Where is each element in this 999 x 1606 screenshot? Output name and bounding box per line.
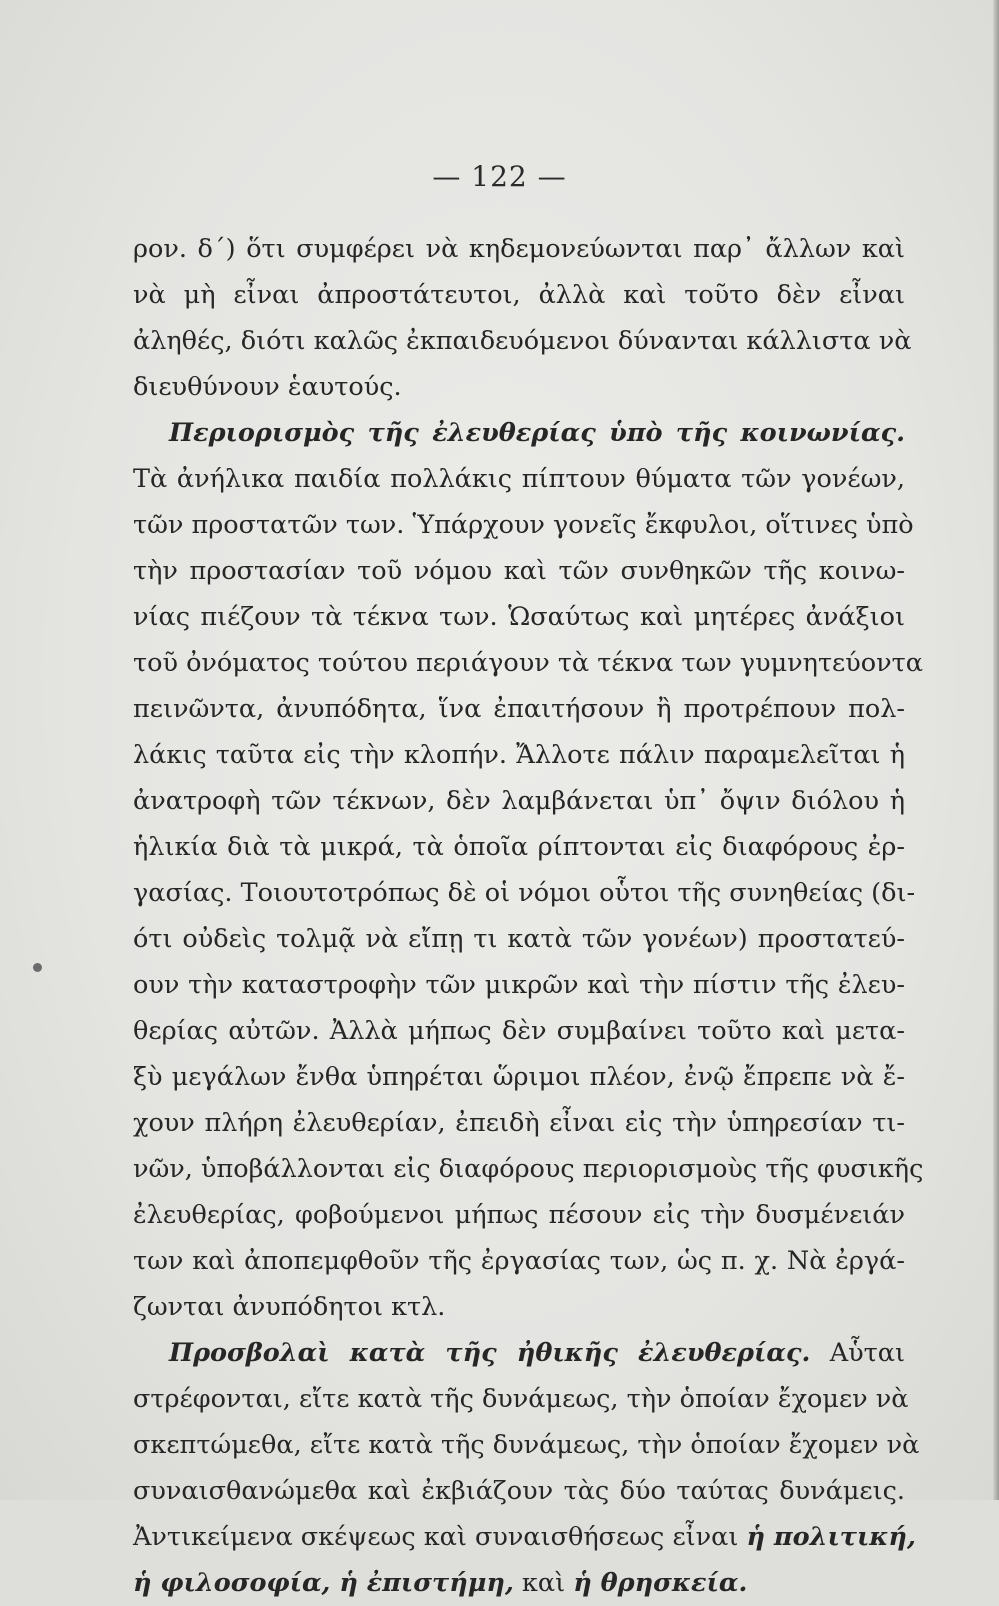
emphasis-philosophy-science: ἡ φιλοσοφία, ἡ ἐπιστήμη, [133, 1568, 514, 1598]
section-heading-moral: Προσβολαὶ κατὰ τῆς ἠθικῆς ἐλευθερίας. [169, 1338, 811, 1368]
text-line: ξὺ μεγάλων ἔνθα ὑπηρέται ὥριμοι πλέον, ἐνῷ ἔπρεπε νὰ ἔ- [133, 1062, 905, 1092]
page-number: — 122 — [432, 160, 567, 193]
text-line: νὰ μὴ εἶναι ἀπροστάτευτοι, ἀλλὰ καὶ τοῦτο δὲν εἶναι [133, 280, 905, 310]
text-run: καὶ [513, 1568, 574, 1598]
heading-tail: Αὗται [810, 1338, 905, 1368]
emphasis-politics: ἡ πολιτική, [746, 1522, 916, 1552]
text-line: ρον. δ΄) ὅτι συμφέρει νὰ κηδεμονεύωνται παρ᾽ ἄλλων καὶ [133, 234, 905, 264]
text-line: λάκις ταῦτα εἰς τὴν κλοπήν. Ἄλλοτε πάλιν παραμελεῖται ἡ [133, 740, 905, 770]
text-line: ἀνατροφὴ τῶν τέκνων, δὲν λαμβάνεται ὑπ᾽ ὄψιν διόλου ἡ [133, 786, 905, 816]
text-line: θερίας αὐτῶν. Ἀλλὰ μήπως δὲν συμβαίνει τοῦτο καὶ μετα- [133, 1016, 905, 1046]
text-line: ότι οὐδεὶς τολμᾷ νὰ εἴπῃ τι κατὰ τῶν γονέων) προστατεύ- [133, 924, 905, 954]
text-line: τοῦ ὀνόματος τούτου περιάγουν τὰ τέκνα των γυμνητεύοντα [133, 648, 923, 678]
section-heading-restriction: Περιορισμὸς τῆς ἐλευθερίας ὑπὸ τῆς κοινωνίας. [169, 418, 905, 448]
text-line: γασίας. Τοιουτοτρόπως δὲ οἱ νόμοι οὗτοι τῆς συνηθείας (δι- [133, 878, 916, 908]
text-line: σκεπτώμεθα, εἴτε κατὰ τῆς δυνάμεως, τὴν ὁποίαν ἔχομεν νὰ [133, 1430, 920, 1460]
text-line: ἐλευθερίας, φοβούμενοι μήπως πέσουν εἰς τὴν δυσμένειάν [133, 1200, 905, 1230]
text-line: ζωνται ἀνυπόδητοι κτλ. [133, 1292, 446, 1322]
text-line: πεινῶντα, ἀνυπόδητα, ἵνα ἐπαιτήσουν ἢ προτρέπουν πολ- [133, 694, 905, 724]
text-line: χουν πλήρη ἐλευθερίαν, ἐπειδὴ εἶναι εἰς τὴν ὑπηρεσίαν τι- [133, 1108, 905, 1138]
text-line: τῶν προστατῶν των. Ὑπάρχουν γονεῖς ἔκφυλοι, οἵτινες ὑπὸ [133, 510, 914, 540]
page-edge-shadow [993, 0, 999, 1500]
text-line: στρέφονται, εἴτε κατὰ τῆς δυνάμεως, τὴν ὁποίαν ἔχομεν νὰ [133, 1384, 909, 1414]
text-run: Ἀντικείμενα σκέψεως καὶ συναισθήσεως εἶναι [133, 1522, 747, 1552]
text-line: νίας πιέζουν τὰ τέκνα των. Ὡσαύτως καὶ μητέρες ἀνάξιοι [133, 602, 905, 632]
text-line: διευθύνουν ἑαυτούς. [133, 372, 402, 402]
text-line: Τὰ ἀνήλικα παιδία πολλάκις πίπτουν θύματα τῶν γονέων, [133, 464, 905, 494]
emphasis-religion: ἡ θρησκεία. [573, 1568, 748, 1598]
text-line: ἡλικία διὰ τὰ μικρά, τὰ ὁποῖα ρίπτονται εἰς διαφόρους ἐρ- [133, 832, 905, 862]
text-line [133, 1514, 916, 1560]
text-line: τὴν προστασίαν τοῦ νόμου καὶ τῶν συνθηκῶν τῆς κοινω- [133, 556, 905, 586]
text-line: νῶν, ὑποβάλλονται εἰς διαφόρους περιορισμοὺς τῆς φυσικῆς [133, 1154, 924, 1184]
text-line: ουν τὴν καταστροφὴν τῶν μικρῶν καὶ τὴν πίστιν τῆς ἐλευ- [133, 970, 905, 1000]
text-line: συναισθανώμεθα καὶ ἐκβιάζουν τὰς δύο ταύτας δυνάμεις. [133, 1476, 905, 1506]
section-heading-line-moral [133, 1330, 905, 1376]
text-line [133, 1560, 905, 1606]
body-text [133, 226, 924, 1606]
text-line: των καὶ ἀποπεμφθοῦν τῆς ἐργασίας των, ὡς π. χ. Νὰ ἐργά- [133, 1246, 905, 1276]
text-line: ἀληθές, διότι καλῶς ἐκπαιδευόμενοι δύνανται κάλλιστα νὰ [133, 326, 912, 356]
ink-speck [33, 963, 42, 972]
